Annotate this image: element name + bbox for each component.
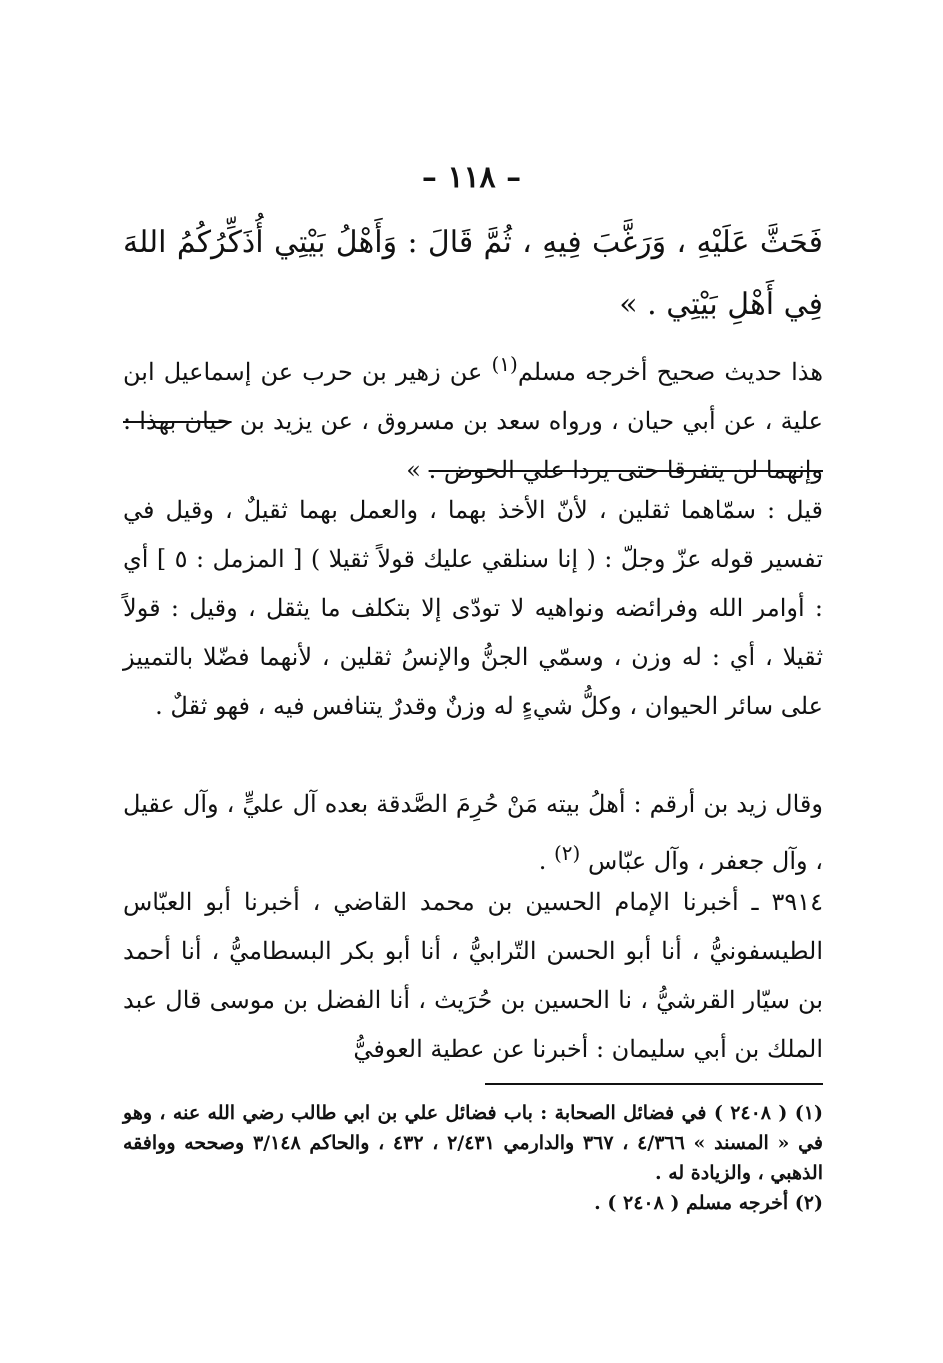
paragraph-1-text: هذا حديث صحيح أخرجه مسلم xyxy=(517,358,824,386)
paragraph-1-rest: عن زهير بن حرب عن إسماعيل ابن علية ، عن أبي حيان ، ورواه سعد بن مسروق ، عن يزيد بن xyxy=(123,358,823,435)
footnote-ref-1: (١) xyxy=(491,352,518,376)
paragraph-thaqalayn: قيل : سمّاهما ثقلين ، لأنّ الأخذ بهما ، والعمل بهما ثقيلٌ ، وقيل في تفسير قوله عزّ وجلّ : ( إنا سنلقي عليك قولاً ثقيلا ) [ المزمل : ٥ ] أي : أوامر الله وفرائضه ونواهيه لا تودّى إلا بتكلف ما يثقل ، وقيل : قولاً ثقيلا ، أي : له وزن ، وسمّي الجنُّ والإنسُ ثقلين ، لأنهما فضّلا بالتمييز على سائر الحيوان ، وكلُّ شيءٍ له وزنٌ وقدرٌ يتنافس فيه ، فهو ثقلٌ . xyxy=(123,496,824,720)
hadith-quote xyxy=(123,212,823,336)
footnotes xyxy=(123,1098,823,1218)
struck-text: حيان بهذا : وإنهما لن يتفرقا حتى يردا علي الحوض . xyxy=(123,407,823,484)
footnote-divider xyxy=(485,1083,823,1085)
footnote-1: (١) ( ٢٤٠٨ ) في فضائل الصحابة : باب فضائل علي بن ابي طالب رضي الله عنه ، وهو في « المسند » ٤/٣٦٦ ، ٣٦٧ والدارمي ٢/٤٣١ ، ٤٣٢ ، والحاكم ٣/١٤٨ وصححه ووافقه الذهبي ، والزيادة له . xyxy=(123,1102,824,1184)
footnote-2: (٢) أخرجه مسلم ( ٢٤٠٨ ) . xyxy=(594,1192,823,1214)
quote-line-2: فِي أَهْلِ بَيْتِي . » xyxy=(619,287,823,322)
page-number: – ١١٨ – xyxy=(421,160,522,195)
paragraph-hadith-source xyxy=(123,340,823,495)
paragraph-zaid-ibn-arqam xyxy=(123,780,823,886)
footnote-ref-2: (٢) xyxy=(553,841,581,865)
paragraph-3-end: . xyxy=(538,847,547,875)
quote-line-1: فَحَثَّ عَلَيْهِ ، وَرَغَّبَ فِيهِ ، ثُمَّ قَالَ : وَأَهْلُ بَيْتِي أُذَكِّرُكُمُ اللهَ xyxy=(123,225,823,260)
paragraph-isnad-3914: ٣٩١٤ ـ أخبرنا الإمام الحسين بن محمد القاضي ، أخبرنا أبو العبّاس الطيسفونيُّ ، أنا أبو الحسن التّرابيُّ ، أنا أبو بكر البسطاميُّ ، أنا أحمد بن سيّار القرشيُّ ، نا الحسين بن حُرَيث ، أنا الفضل بن موسى قال عبد الملك بن أبي سليمان : أخبرنا عن عطية العوفيُّ xyxy=(123,888,823,1063)
paragraph-1-end: » xyxy=(406,456,421,484)
paragraph-3-text: وقال زيد بن أرقم : أهلُ بيته مَنْ حُرِمَ الصَّدقة بعده آل عليٍّ ، وآل عقيل ، وآل جعفر ، وآل عبّاس xyxy=(123,790,823,875)
